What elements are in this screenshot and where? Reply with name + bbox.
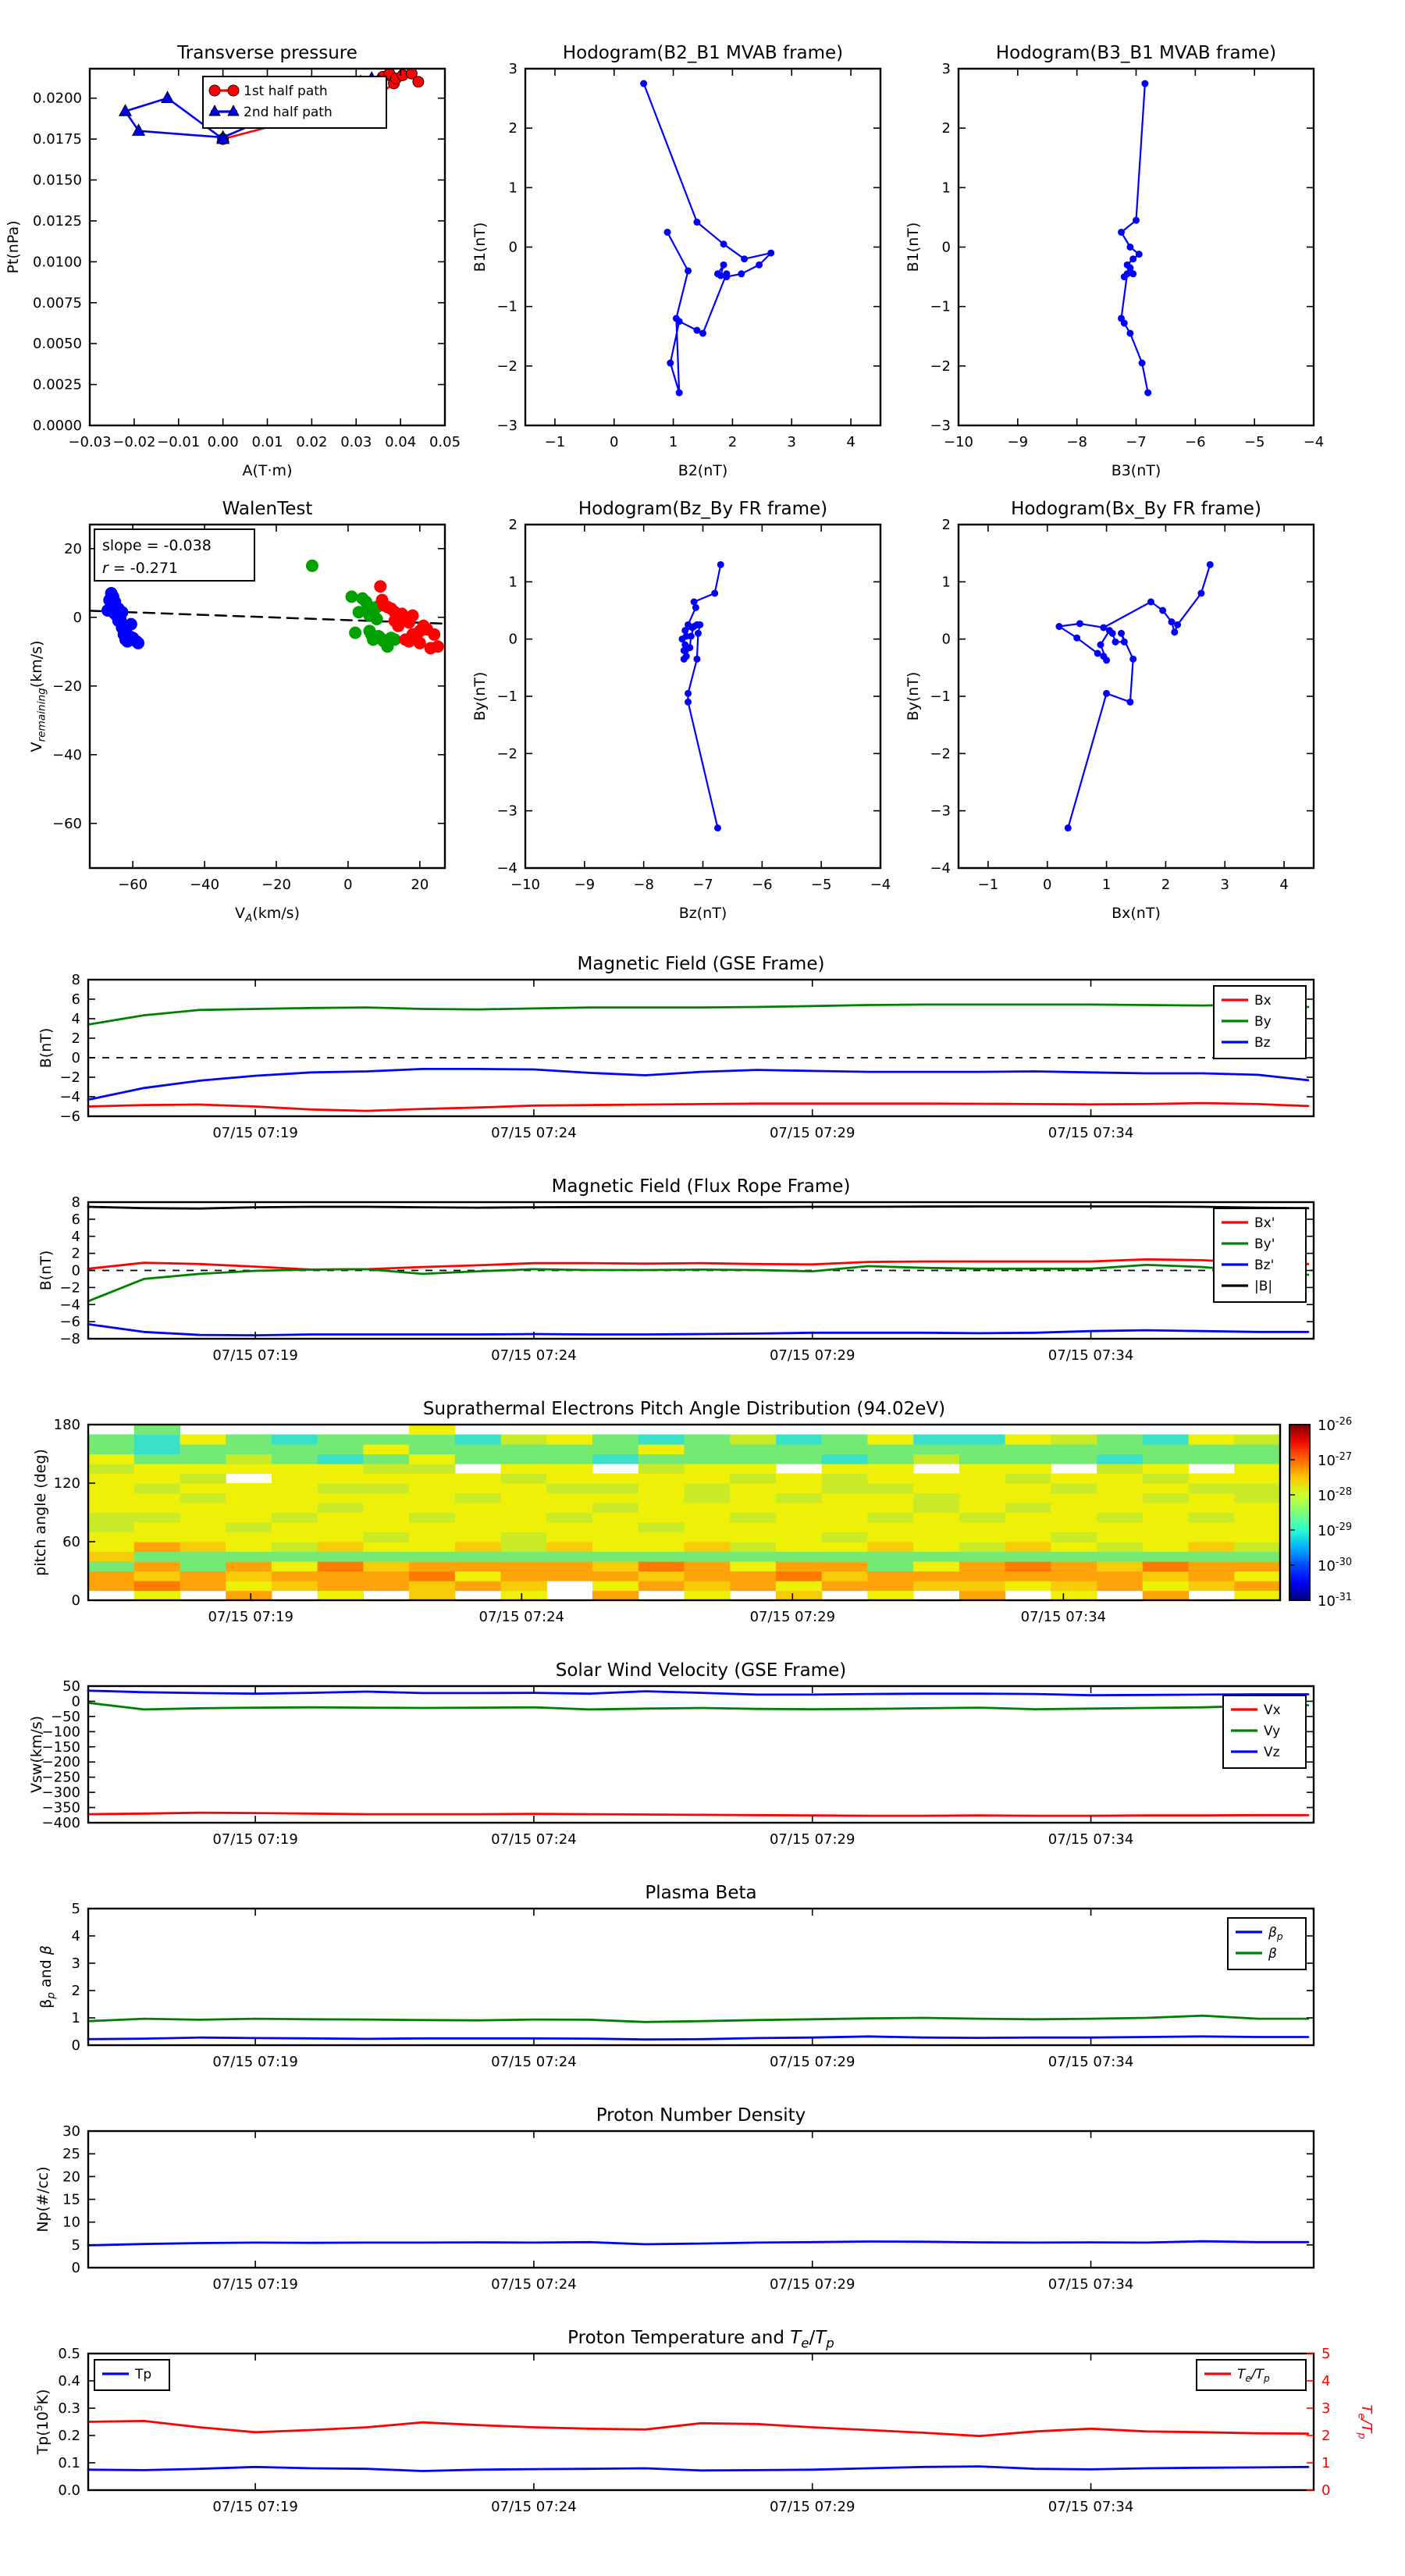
- svg-text:0: 0: [1321, 2482, 1331, 2499]
- svg-text:07/15 07:19: 07/15 07:19: [212, 2054, 298, 2070]
- svg-text:07/15 07:24: 07/15 07:24: [491, 1125, 577, 1141]
- svg-text:2: 2: [508, 517, 518, 533]
- svg-text:07/15 07:34: 07/15 07:34: [1048, 1347, 1134, 1364]
- svg-text:−60: −60: [52, 815, 82, 832]
- svg-text:Bz(nT): Bz(nT): [678, 905, 727, 922]
- svg-text:Proton Number Density: Proton Number Density: [596, 2105, 806, 2126]
- svg-text:0.4: 0.4: [58, 2373, 80, 2389]
- svg-text:07/15 07:19: 07/15 07:19: [212, 2499, 298, 2515]
- svg-text:Hodogram(B3_B1 MVAB frame): Hodogram(B3_B1 MVAB frame): [995, 43, 1277, 63]
- svg-text:0: 0: [941, 631, 951, 648]
- svg-text:0.00: 0.00: [207, 434, 239, 450]
- pitch-angle-spectrogram-panel: [32, 1399, 1352, 1625]
- svg-text:0: 0: [941, 239, 951, 256]
- svg-text:−9: −9: [1007, 434, 1029, 450]
- svg-text:0.0125: 0.0125: [33, 212, 82, 229]
- svg-text:−8: −8: [633, 877, 654, 893]
- svg-text:B(nT): B(nT): [37, 1027, 55, 1069]
- svg-text:07/15 07:19: 07/15 07:19: [212, 1831, 298, 1848]
- svg-text:6: 6: [71, 1211, 80, 1228]
- walen-test-panel: [28, 499, 445, 925]
- svg-text:07/15 07:29: 07/15 07:29: [749, 1609, 836, 1625]
- svg-text:−5: −5: [810, 877, 832, 893]
- svg-text:Te/Tp: $T_e/T_p$: [1237, 2367, 1270, 2385]
- svg-text:0.0200: 0.0200: [33, 90, 82, 107]
- svg-text:−50: −50: [51, 1708, 80, 1725]
- svg-text:Bx: Bx: [1254, 993, 1272, 1009]
- svg-text:−3: −3: [930, 418, 951, 434]
- svg-text:0: 0: [508, 239, 518, 256]
- svg-text:07/15 07:34: 07/15 07:34: [1048, 2276, 1134, 2293]
- svg-text:Bz': Bz': [1254, 1258, 1275, 1273]
- svg-text:10: 10: [62, 2214, 80, 2231]
- svg-text:8: 8: [71, 1194, 80, 1211]
- svg-text:−6: −6: [59, 1314, 80, 1331]
- svg-text:0: 0: [343, 877, 353, 893]
- svg-text:|B|: |B|: [1254, 1279, 1273, 1294]
- svg-text:0.2: 0.2: [58, 2428, 80, 2444]
- svg-text:−5: −5: [1243, 434, 1265, 450]
- svg-text:−2: −2: [59, 1069, 80, 1086]
- svg-text:Vz: Vz: [1264, 1745, 1280, 1760]
- svg-text:Transverse pressure: Transverse pressure: [177, 43, 357, 63]
- svg-text:07/15 07:24: 07/15 07:24: [491, 2499, 577, 2515]
- svg-text:A(T·m): A(T·m): [242, 462, 293, 479]
- svg-text:5: 5: [71, 2236, 80, 2254]
- svg-text:Plasma Beta: Plasma Beta: [645, 1883, 757, 1903]
- svg-text:−3: −3: [930, 802, 951, 820]
- svg-text:−1: −1: [496, 298, 518, 315]
- hodogram-bx-by-panel: [905, 499, 1314, 922]
- svg-text:B3(nT): B3(nT): [1111, 462, 1161, 479]
- svg-text:07/15 07:29: 07/15 07:29: [769, 2276, 855, 2293]
- svg-text:07/15 07:19: 07/15 07:19: [212, 2276, 298, 2293]
- svg-text:07/15 07:19: 07/15 07:19: [208, 1609, 293, 1625]
- svg-text:07/15 07:34: 07/15 07:34: [1020, 1609, 1107, 1625]
- svg-text:2: 2: [1321, 2428, 1331, 2444]
- svg-text:−0.01: −0.01: [157, 434, 201, 450]
- svg-text:−100: −100: [41, 1724, 80, 1741]
- svg-text:5: 5: [71, 1901, 80, 1917]
- svg-text:−6: −6: [752, 877, 773, 893]
- plasma-beta-panel: [37, 1883, 1314, 2070]
- svg-text:Tp(105K): $Tp(10^5K)$: [32, 2389, 52, 2455]
- svg-text:07/15 07:34: 07/15 07:34: [1048, 2054, 1134, 2070]
- svg-text:20: 20: [64, 540, 82, 557]
- svg-text:B2(nT): B2(nT): [678, 462, 728, 479]
- svg-text:4: 4: [1321, 2373, 1331, 2389]
- svg-text:0: 0: [71, 1592, 80, 1609]
- svg-text:2: 2: [508, 120, 518, 137]
- svg-text:20: 20: [411, 877, 429, 893]
- svg-text:−150: −150: [41, 1738, 80, 1756]
- svg-text:−1: −1: [930, 688, 951, 705]
- svg-text:−9: −9: [574, 877, 596, 893]
- svg-text:07/15 07:34: 07/15 07:34: [1048, 1125, 1134, 1141]
- svg-text:−4: −4: [870, 877, 891, 893]
- svg-text:r = -0.271: r = -0.271: [102, 560, 179, 577]
- svg-text:3: 3: [508, 61, 518, 77]
- magnetic-field-gse-panel: [37, 954, 1314, 1141]
- svg-text:−1: −1: [544, 434, 566, 450]
- proton-density-panel: [34, 2105, 1314, 2293]
- svg-text:10-28: $10^{-28}$: [1318, 1486, 1353, 1504]
- svg-text:2: 2: [941, 517, 951, 533]
- svg-text:0.0000: 0.0000: [33, 418, 82, 434]
- svg-text:0.0025: 0.0025: [33, 376, 82, 393]
- svg-text:Bx(nT): Bx(nT): [1112, 905, 1161, 922]
- svg-text:07/15 07:24: 07/15 07:24: [491, 1347, 577, 1364]
- svg-text:Vx: Vx: [1264, 1703, 1281, 1718]
- svg-text:Proton Temperature and Te/Tp: Proton Temperature and $T_e/T_p$: [567, 2328, 834, 2351]
- svg-text:30: 30: [62, 2123, 80, 2140]
- svg-text:−250: −250: [41, 1769, 80, 1786]
- svg-text:0.1: 0.1: [58, 2455, 80, 2471]
- svg-text:−2: −2: [930, 745, 951, 763]
- svg-text:0.0100: 0.0100: [33, 254, 82, 271]
- svg-text:120: 120: [53, 1475, 80, 1492]
- svg-text:−6: −6: [1185, 434, 1206, 450]
- svg-text:0.0050: 0.0050: [33, 336, 82, 353]
- svg-text:Hodogram(Bz_By FR frame): Hodogram(Bz_By FR frame): [578, 499, 828, 519]
- svg-text:−6: −6: [59, 1108, 80, 1125]
- svg-text:07/15 07:19: 07/15 07:19: [212, 1347, 298, 1364]
- svg-text:3: 3: [1321, 2400, 1331, 2417]
- svg-text:07/15 07:29: 07/15 07:29: [769, 1347, 855, 1364]
- svg-text:−60: −60: [118, 877, 148, 893]
- svg-text:10-30: $10^{-30}$: [1318, 1557, 1353, 1574]
- svg-text:−4: −4: [59, 1089, 80, 1105]
- svg-text:By(nT): By(nT): [471, 671, 489, 721]
- svg-text:07/15 07:24: 07/15 07:24: [491, 2054, 577, 2070]
- svg-text:1: 1: [941, 180, 951, 197]
- svg-text:Solar Wind Velocity (GSE Frame: Solar Wind Velocity (GSE Frame): [555, 1660, 847, 1681]
- magnetic-field-fr-panel: [37, 1176, 1314, 1364]
- svg-text:βp and β: $\beta_p$ and β: [37, 1945, 58, 2008]
- svg-text:0.03: 0.03: [340, 434, 372, 450]
- svg-text:−10: −10: [944, 434, 973, 450]
- svg-text:1: 1: [1321, 2455, 1331, 2471]
- svg-text:2: 2: [71, 1983, 80, 1999]
- svg-text:0.02: 0.02: [296, 434, 328, 450]
- svg-text:−3: −3: [496, 418, 518, 434]
- svg-text:By': By': [1254, 1236, 1275, 1252]
- svg-text:β: β: [1268, 1946, 1277, 1962]
- svg-text:10-26: $10^{-26}$: [1318, 1416, 1353, 1434]
- svg-text:2: 2: [71, 1245, 80, 1262]
- svg-text:−0.02: −0.02: [112, 434, 156, 450]
- svg-text:−2: −2: [59, 1279, 80, 1297]
- svg-text:−8: −8: [1066, 434, 1087, 450]
- svg-text:slope = -0.038: slope = -0.038: [102, 537, 212, 554]
- svg-text:0.0: 0.0: [58, 2482, 80, 2499]
- svg-text:0: 0: [71, 2260, 80, 2276]
- svg-text:20: 20: [62, 2169, 80, 2186]
- svg-text:1st half path: 1st half path: [244, 84, 328, 99]
- svg-text:−350: −350: [41, 1799, 80, 1816]
- svg-text:−0.03: −0.03: [68, 434, 112, 450]
- svg-text:0.04: 0.04: [385, 434, 417, 450]
- svg-text:Hodogram(B2_B1 MVAB frame): Hodogram(B2_B1 MVAB frame): [562, 43, 844, 63]
- svg-text:3: 3: [1220, 877, 1229, 893]
- svg-text:pitch angle (deg): pitch angle (deg): [32, 1449, 49, 1576]
- svg-text:Suprathermal Electrons Pitch A: Suprathermal Electrons Pitch Angle Distribution (94.02eV): [422, 1399, 946, 1419]
- svg-text:Vremaining(km/s): $V_{remaining}(km/s)$: [28, 640, 48, 753]
- svg-text:−1: −1: [977, 877, 999, 893]
- svg-text:0: 0: [71, 1050, 80, 1066]
- svg-text:VA(km/s): $V_A(km/s)$: [235, 905, 300, 925]
- svg-text:−40: −40: [52, 746, 82, 763]
- svg-text:−4: −4: [1303, 434, 1325, 450]
- svg-text:Magnetic Field (Flux Rope Fram: Magnetic Field (Flux Rope Frame): [551, 1176, 851, 1197]
- svg-text:07/15 07:24: 07/15 07:24: [478, 1609, 565, 1625]
- svg-text:Vy: Vy: [1264, 1724, 1281, 1739]
- svg-text:−7: −7: [692, 877, 713, 893]
- svg-text:βp: $\beta_p$: [1268, 1925, 1283, 1943]
- svg-text:WalenTest: WalenTest: [222, 499, 313, 519]
- svg-text:6: 6: [71, 991, 80, 1008]
- hodogram-bz-by-panel: [471, 499, 891, 922]
- svg-text:−1: −1: [930, 298, 951, 315]
- svg-text:0: 0: [71, 2037, 80, 2054]
- svg-text:07/15 07:34: 07/15 07:34: [1048, 1831, 1134, 1848]
- svg-text:07/15 07:24: 07/15 07:24: [491, 2276, 577, 2293]
- svg-text:−400: −400: [41, 1815, 80, 1831]
- svg-text:−300: −300: [41, 1784, 80, 1802]
- svg-text:3: 3: [71, 1955, 80, 1972]
- solar-wind-velocity-panel: [28, 1660, 1314, 1848]
- svg-text:Bz: Bz: [1254, 1035, 1271, 1051]
- svg-text:−3: −3: [496, 802, 518, 820]
- svg-text:Tp: Tp: [135, 2367, 152, 2382]
- svg-text:2: 2: [1161, 877, 1171, 893]
- svg-text:−20: −20: [52, 678, 82, 695]
- svg-text:1: 1: [668, 434, 678, 450]
- svg-text:2: 2: [941, 120, 951, 137]
- svg-text:07/15 07:29: 07/15 07:29: [769, 1831, 855, 1848]
- svg-text:0: 0: [73, 609, 82, 626]
- svg-text:−8: −8: [59, 1331, 80, 1347]
- svg-text:25: 25: [62, 2146, 80, 2163]
- svg-text:07/15 07:29: 07/15 07:29: [769, 1125, 855, 1141]
- svg-text:Bx': Bx': [1254, 1215, 1275, 1231]
- svg-text:−40: −40: [190, 877, 220, 893]
- svg-text:10-31: $10^{-31}$: [1318, 1592, 1353, 1610]
- svg-text:1: 1: [941, 574, 951, 591]
- hodogram-b3-b1-panel: [905, 43, 1324, 479]
- svg-text:0.5: 0.5: [58, 2346, 80, 2362]
- svg-text:0: 0: [1043, 877, 1052, 893]
- svg-text:−2: −2: [930, 358, 951, 375]
- svg-text:4: 4: [71, 1228, 80, 1245]
- svg-text:−10: −10: [510, 877, 540, 893]
- svg-text:B1(nT): B1(nT): [905, 222, 922, 272]
- svg-text:−4: −4: [59, 1297, 80, 1314]
- svg-text:8: 8: [71, 972, 80, 988]
- transverse-pressure-panel: [5, 43, 461, 479]
- svg-text:0.0150: 0.0150: [33, 172, 82, 189]
- hodogram-b2-b1-panel: [471, 43, 880, 479]
- svg-text:180: 180: [53, 1417, 80, 1433]
- svg-text:60: 60: [62, 1534, 80, 1550]
- svg-text:3: 3: [941, 61, 951, 77]
- svg-text:−2: −2: [496, 745, 518, 763]
- svg-text:2nd half path: 2nd half path: [244, 105, 333, 120]
- svg-text:Magnetic Field (GSE Frame): Magnetic Field (GSE Frame): [577, 954, 825, 974]
- svg-text:Np(#/cc): Np(#/cc): [34, 2166, 52, 2233]
- svg-text:1: 1: [508, 180, 518, 197]
- svg-text:0: 0: [71, 1693, 80, 1710]
- svg-text:07/15 07:19: 07/15 07:19: [212, 1125, 298, 1141]
- svg-text:0.05: 0.05: [429, 434, 461, 450]
- svg-text:07/15 07:34: 07/15 07:34: [1048, 2499, 1134, 2515]
- svg-text:1: 1: [1101, 877, 1112, 893]
- svg-text:07/15 07:24: 07/15 07:24: [491, 1831, 577, 1848]
- svg-text:2: 2: [71, 1030, 80, 1047]
- svg-text:2: 2: [727, 434, 738, 450]
- svg-text:−4: −4: [496, 860, 518, 877]
- svg-text:07/15 07:29: 07/15 07:29: [769, 2499, 855, 2515]
- svg-text:0.0175: 0.0175: [33, 131, 82, 148]
- svg-text:1: 1: [71, 2010, 80, 2026]
- svg-text:Te/Tp: $T_e/T_p$: [1355, 2404, 1375, 2439]
- svg-text:0.0075: 0.0075: [33, 294, 82, 311]
- svg-text:−200: −200: [41, 1754, 80, 1771]
- svg-text:B(nT): B(nT): [37, 1250, 55, 1291]
- svg-text:−7: −7: [1126, 434, 1147, 450]
- proton-temperature-panel: [33, 2328, 1375, 2515]
- svg-text:4: 4: [1279, 877, 1289, 893]
- svg-text:1: 1: [508, 574, 518, 591]
- svg-text:−4: −4: [930, 860, 951, 877]
- svg-text:By(nT): By(nT): [905, 671, 922, 721]
- svg-text:Pt(nPa): Pt(nPa): [5, 220, 22, 274]
- svg-text:0: 0: [71, 1262, 80, 1279]
- svg-text:10-27: $10^{-27}$: [1318, 1451, 1353, 1469]
- svg-text:4: 4: [71, 1928, 80, 1944]
- svg-text:B1(nT): B1(nT): [471, 222, 489, 272]
- svg-text:Vsw(km/s): Vsw(km/s): [28, 1715, 45, 1794]
- svg-text:0.3: 0.3: [58, 2400, 80, 2417]
- svg-text:5: 5: [1321, 2346, 1331, 2362]
- svg-text:07/15 07:29: 07/15 07:29: [769, 2054, 855, 2070]
- svg-text:4: 4: [71, 1011, 80, 1027]
- svg-text:−1: −1: [496, 688, 518, 705]
- svg-text:10-29: $10^{-29}$: [1318, 1521, 1353, 1539]
- svg-text:−2: −2: [496, 358, 518, 375]
- svg-text:0.01: 0.01: [251, 434, 283, 450]
- svg-text:4: 4: [846, 434, 855, 450]
- svg-text:By: By: [1254, 1014, 1272, 1030]
- svg-text:0: 0: [508, 631, 518, 648]
- svg-text:50: 50: [62, 1678, 80, 1695]
- svg-text:−20: −20: [261, 877, 291, 893]
- svg-text:0: 0: [610, 434, 619, 450]
- svg-text:Hodogram(Bx_By FR frame): Hodogram(Bx_By FR frame): [1011, 499, 1261, 519]
- svg-text:15: 15: [62, 2191, 80, 2208]
- svg-text:3: 3: [787, 434, 796, 450]
